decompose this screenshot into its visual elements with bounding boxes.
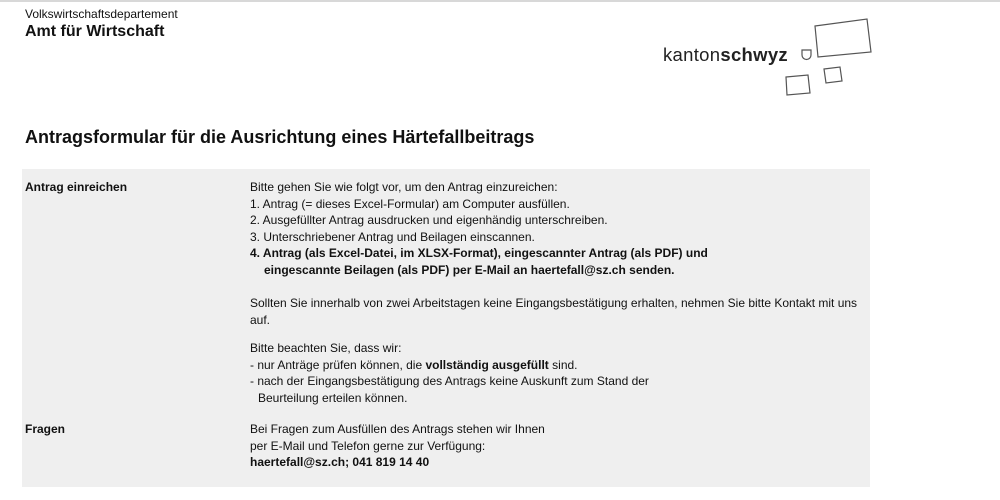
step-2: 2. Ausgefüllter Antrag ausdrucken und eigenhändig unterschreiben. — [250, 213, 608, 227]
step-4-line-1: 4. Antrag (als Excel-Datei, im XLSX-Format), eingescannter Antrag (als PDF) und — [250, 246, 708, 260]
confirmation-note — [250, 295, 870, 328]
logo-text: kantonschwyz — [663, 44, 788, 65]
office-name: Amt für Wirtschaft — [25, 23, 165, 40]
top-border — [0, 0, 1000, 2]
note-1: - nur Anträge prüfen können, die vollständig ausgefüllt sind. — [250, 357, 578, 372]
submit-section-content — [250, 179, 870, 278]
submit-section-label: Antrag einreichen — [25, 180, 128, 194]
notes-block — [250, 340, 870, 406]
page-title: Antragsformular für die Ausrichtung eines Härtefallbeitrags — [25, 127, 535, 147]
confirmation-line-1: Sollten Sie innerhalb von zwei Arbeitstagen keine Eingangsbestätigung erhalten, nehmen Sie bitte Kontakt mit uns — [250, 296, 858, 310]
department-name: Volkswirtschaftsdepartement — [25, 7, 178, 21]
note-2-line-1: - nach der Eingangsbestätigung des Antrags keine Auskunft zum Stand der — [250, 374, 649, 388]
submit-intro: Bitte gehen Sie wie folgt vor, um den Antrag einzureichen: — [250, 180, 558, 194]
note-intro: Bitte beachten Sie, dass wir: — [250, 341, 402, 355]
questions-line-2: per E-Mail und Telefon gerne zur Verfügung: — [250, 438, 486, 453]
note-2-line-2: Beurteilung erteilen können. — [258, 390, 408, 405]
step-4-line-2: eingescannte Beilagen (als PDF) per E-Mail an haertefall@sz.ch senden. — [264, 262, 675, 277]
questions-section-label: Fragen — [25, 422, 66, 436]
step-3: 3. Unterschriebener Antrag und Beilagen einscannen. — [250, 229, 535, 244]
questions-line-1: Bei Fragen zum Ausfüllen des Antrags stehen wir Ihnen — [250, 422, 545, 436]
step-1: 1. Antrag (= dieses Excel-Formular) am Computer ausfüllen. — [250, 196, 570, 211]
kanton-schwyz-logo — [660, 16, 880, 106]
contact-info: haertefall@sz.ch; 041 819 14 40 — [250, 455, 430, 469]
questions-section-content — [250, 421, 870, 471]
confirmation-line-2: auf. — [250, 312, 271, 327]
